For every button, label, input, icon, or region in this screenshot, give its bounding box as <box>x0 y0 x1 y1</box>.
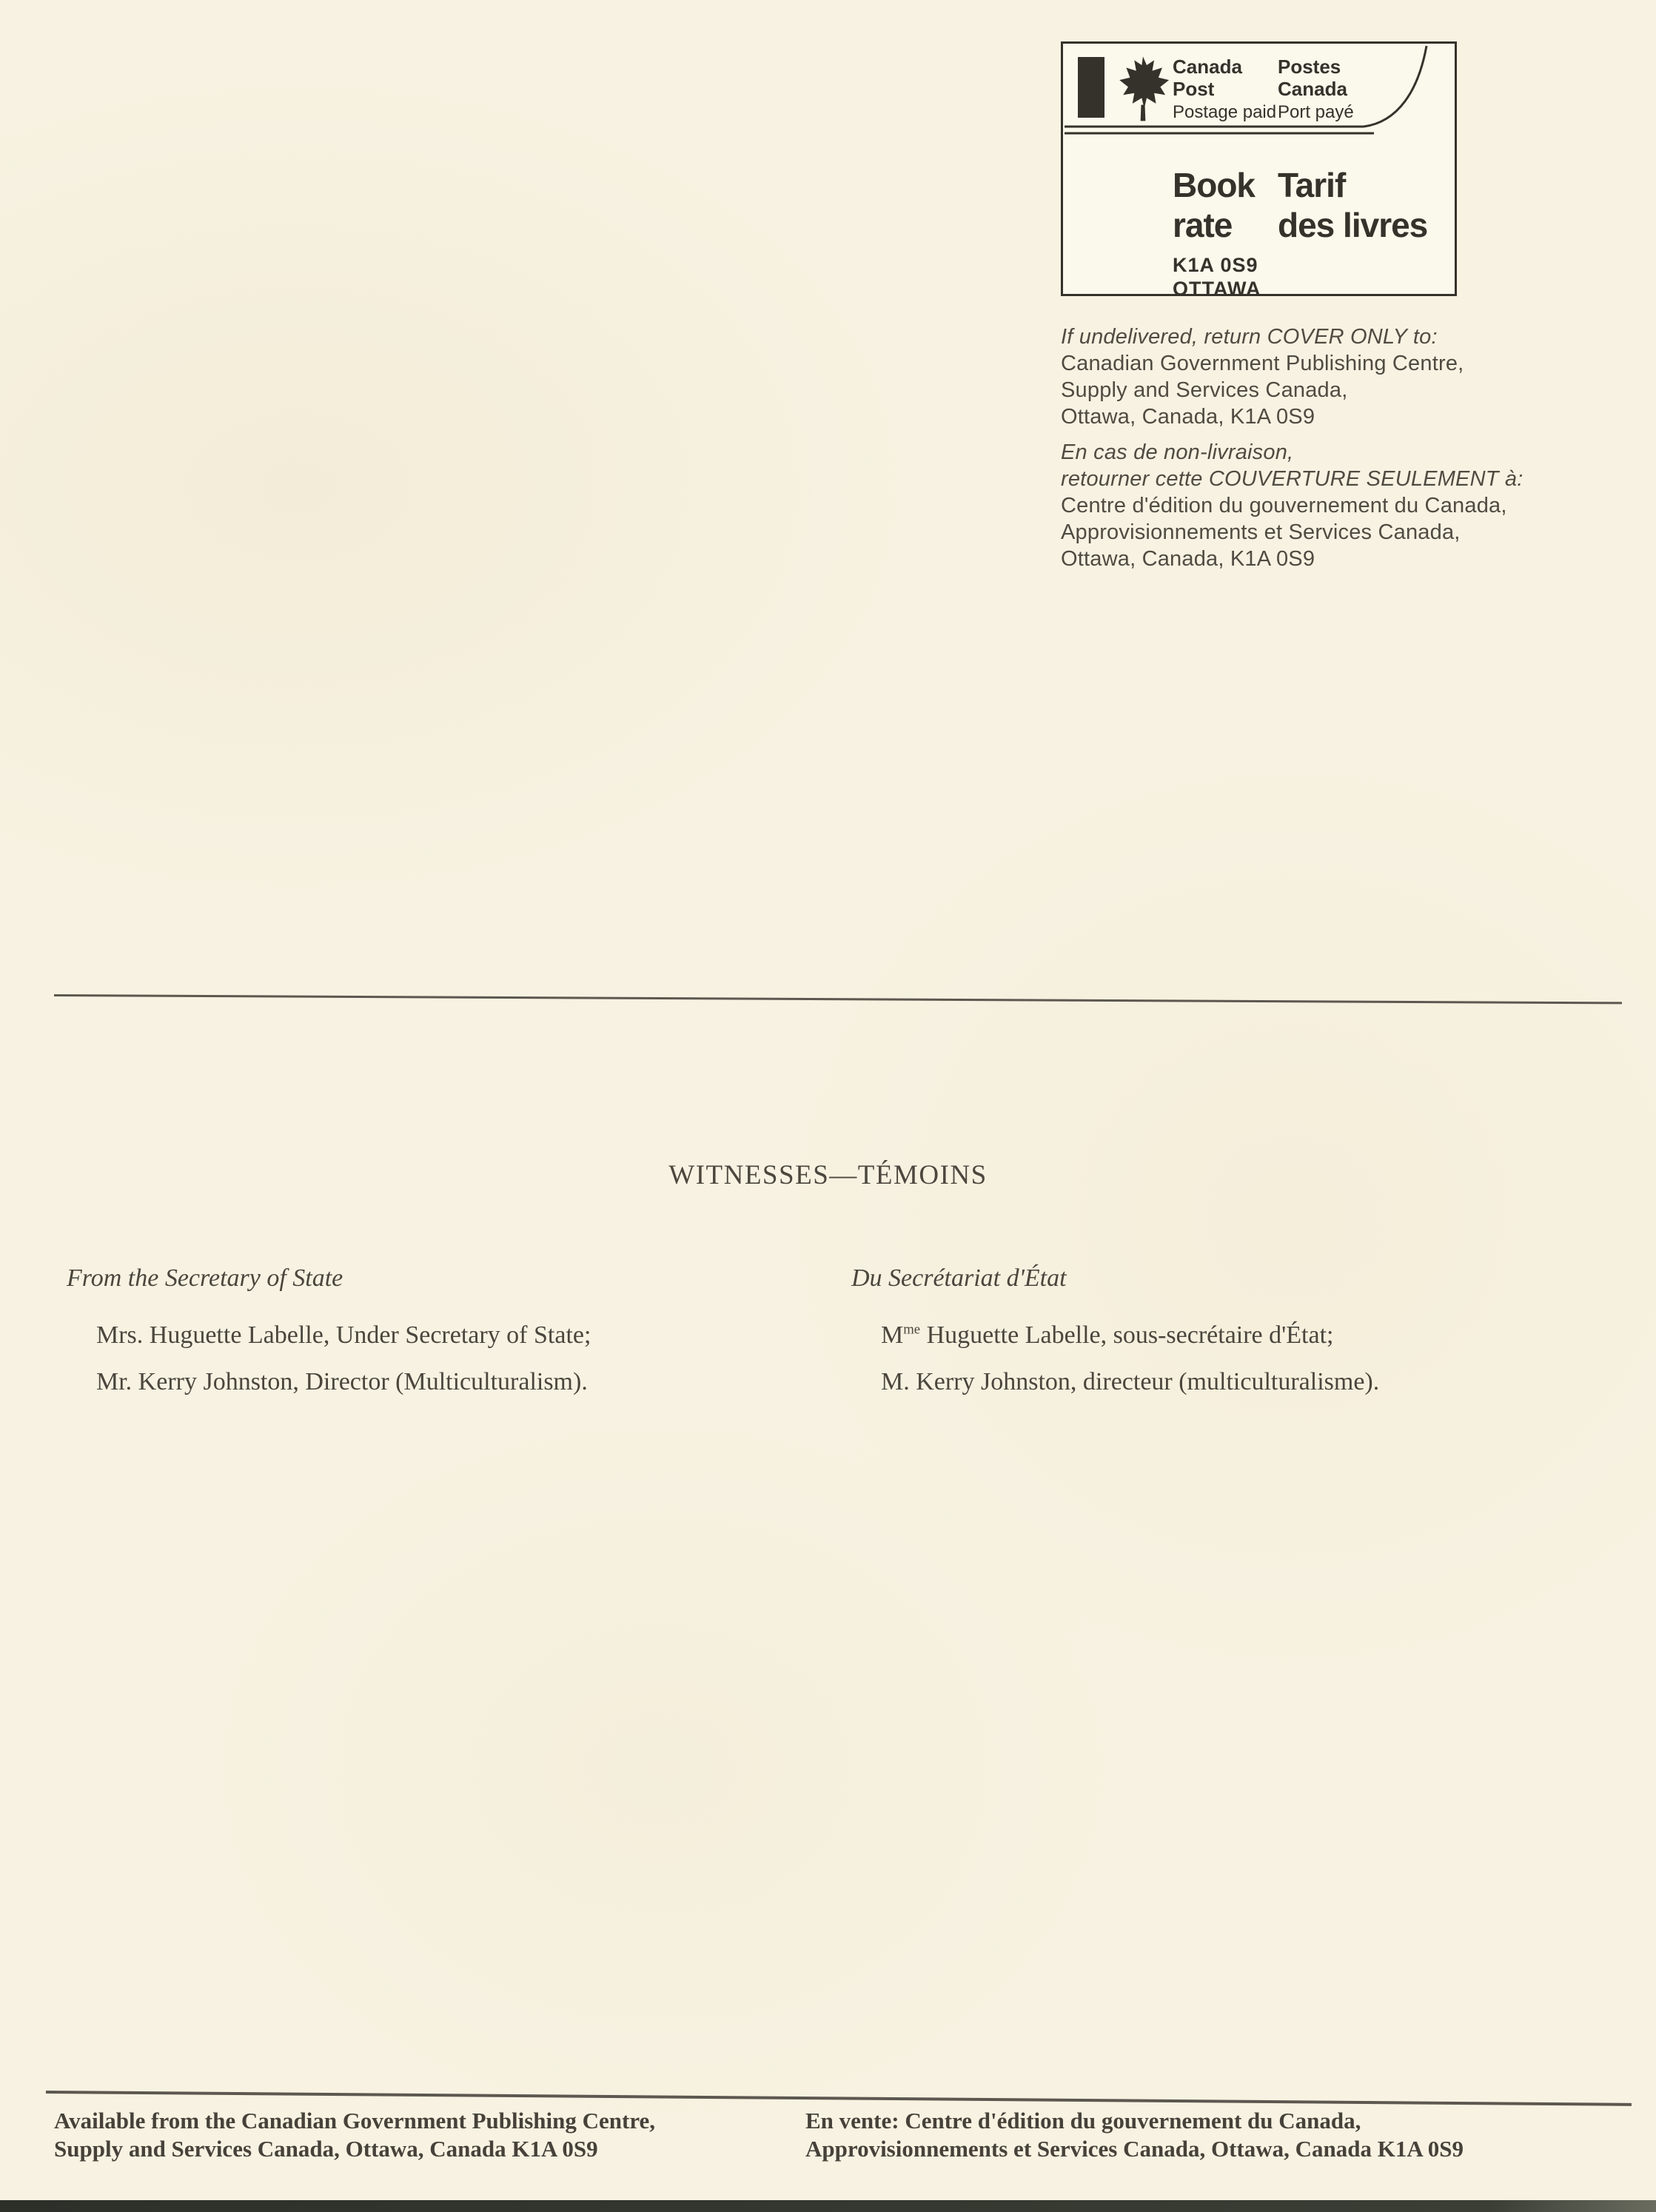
return-address-en <box>1061 324 1535 430</box>
witness-name <box>881 1312 1379 1358</box>
honorific-superscript: me <box>903 1321 921 1338</box>
return-line: Approvisionnements et Services Canada, <box>1061 520 1461 544</box>
witnesses-column-en <box>67 1264 591 1405</box>
stamp-line: Postage paid <box>1173 102 1277 122</box>
witness-source-fr: Du Secrétariat d'État <box>851 1264 1067 1292</box>
city-label: OTTAWA <box>1173 278 1261 300</box>
witness-names-fr <box>881 1312 1379 1405</box>
postage-stamp-box <box>1061 41 1457 300</box>
witnesses-column-fr <box>851 1264 1379 1405</box>
stamp-line: Postes <box>1278 56 1341 78</box>
witness-name: Mr. Kerry Johnston, Director (Multiculturalism). <box>96 1368 588 1395</box>
stamp-line: Port payé <box>1278 102 1354 122</box>
stamp-line: Canada <box>1173 56 1242 78</box>
availability-block-en <box>54 2107 655 2163</box>
book-rate-label-fr <box>1278 165 1427 245</box>
return-line: Centre d'édition du gouvernement du Canada, <box>1061 494 1507 517</box>
footer-divider-rule <box>46 2091 1632 2106</box>
stamp-divider-curve-icon <box>1063 44 1455 140</box>
witness-name: M. Kerry Johnston, directeur (multiculturalisme). <box>881 1368 1380 1395</box>
return-intro-en: If undelivered, return COVER ONLY to: <box>1061 325 1438 349</box>
stamp-line: Canada <box>1278 78 1347 100</box>
rate-line: rate <box>1173 206 1233 244</box>
return-address-fr <box>1061 439 1535 572</box>
rate-line: des livres <box>1278 206 1428 244</box>
return-line: Canadian Government Publishing Centre, <box>1061 352 1464 375</box>
availability-block-fr <box>805 2107 1464 2163</box>
stamp-line: Post <box>1173 78 1215 100</box>
stamp-header-band <box>1063 44 1455 137</box>
rate-line: Tarif <box>1278 166 1346 204</box>
top-divider-rule <box>54 994 1622 1004</box>
availability-line: En vente: Centre d'édition du gouvernement du Canada, <box>805 2108 1361 2134</box>
witness-name-rest: Huguette Labelle, sous-secrétaire d'État; <box>920 1321 1334 1349</box>
witness-names-en <box>96 1312 591 1405</box>
witnesses-heading: WITNESSES—TÉMOINS <box>668 1160 988 1190</box>
return-line: Ottawa, Canada, K1A 0S9 <box>1061 405 1315 429</box>
honorific-prefix: M <box>881 1321 904 1349</box>
return-line: Ottawa, Canada, K1A 0S9 <box>1061 547 1315 571</box>
postal-code: K1A 0S9 <box>1173 254 1258 276</box>
return-intro-fr: En cas de non-livraison, <box>1061 440 1294 464</box>
availability-line: Supply and Services Canada, Ottawa, Canada K1A 0S9 <box>54 2136 598 2162</box>
rate-line: Book <box>1173 166 1255 204</box>
scan-bottom-edge <box>0 2200 1656 2212</box>
witness-source-en: From the Secretary of State <box>67 1264 343 1292</box>
return-address-block <box>1061 324 1535 581</box>
witness-name: Mrs. Huguette Labelle, Under Secretary of State; <box>96 1321 591 1349</box>
book-rate-label-en <box>1173 165 1255 245</box>
availability-line: Available from the Canadian Government Publishing Centre, <box>54 2108 656 2134</box>
return-line: Supply and Services Canada, <box>1061 378 1348 402</box>
availability-line: Approvisionnements et Services Canada, Ottawa, Canada K1A 0S9 <box>805 2136 1464 2162</box>
return-intro-fr: retourner cette COUVERTURE SEULEMENT à: <box>1061 467 1523 491</box>
